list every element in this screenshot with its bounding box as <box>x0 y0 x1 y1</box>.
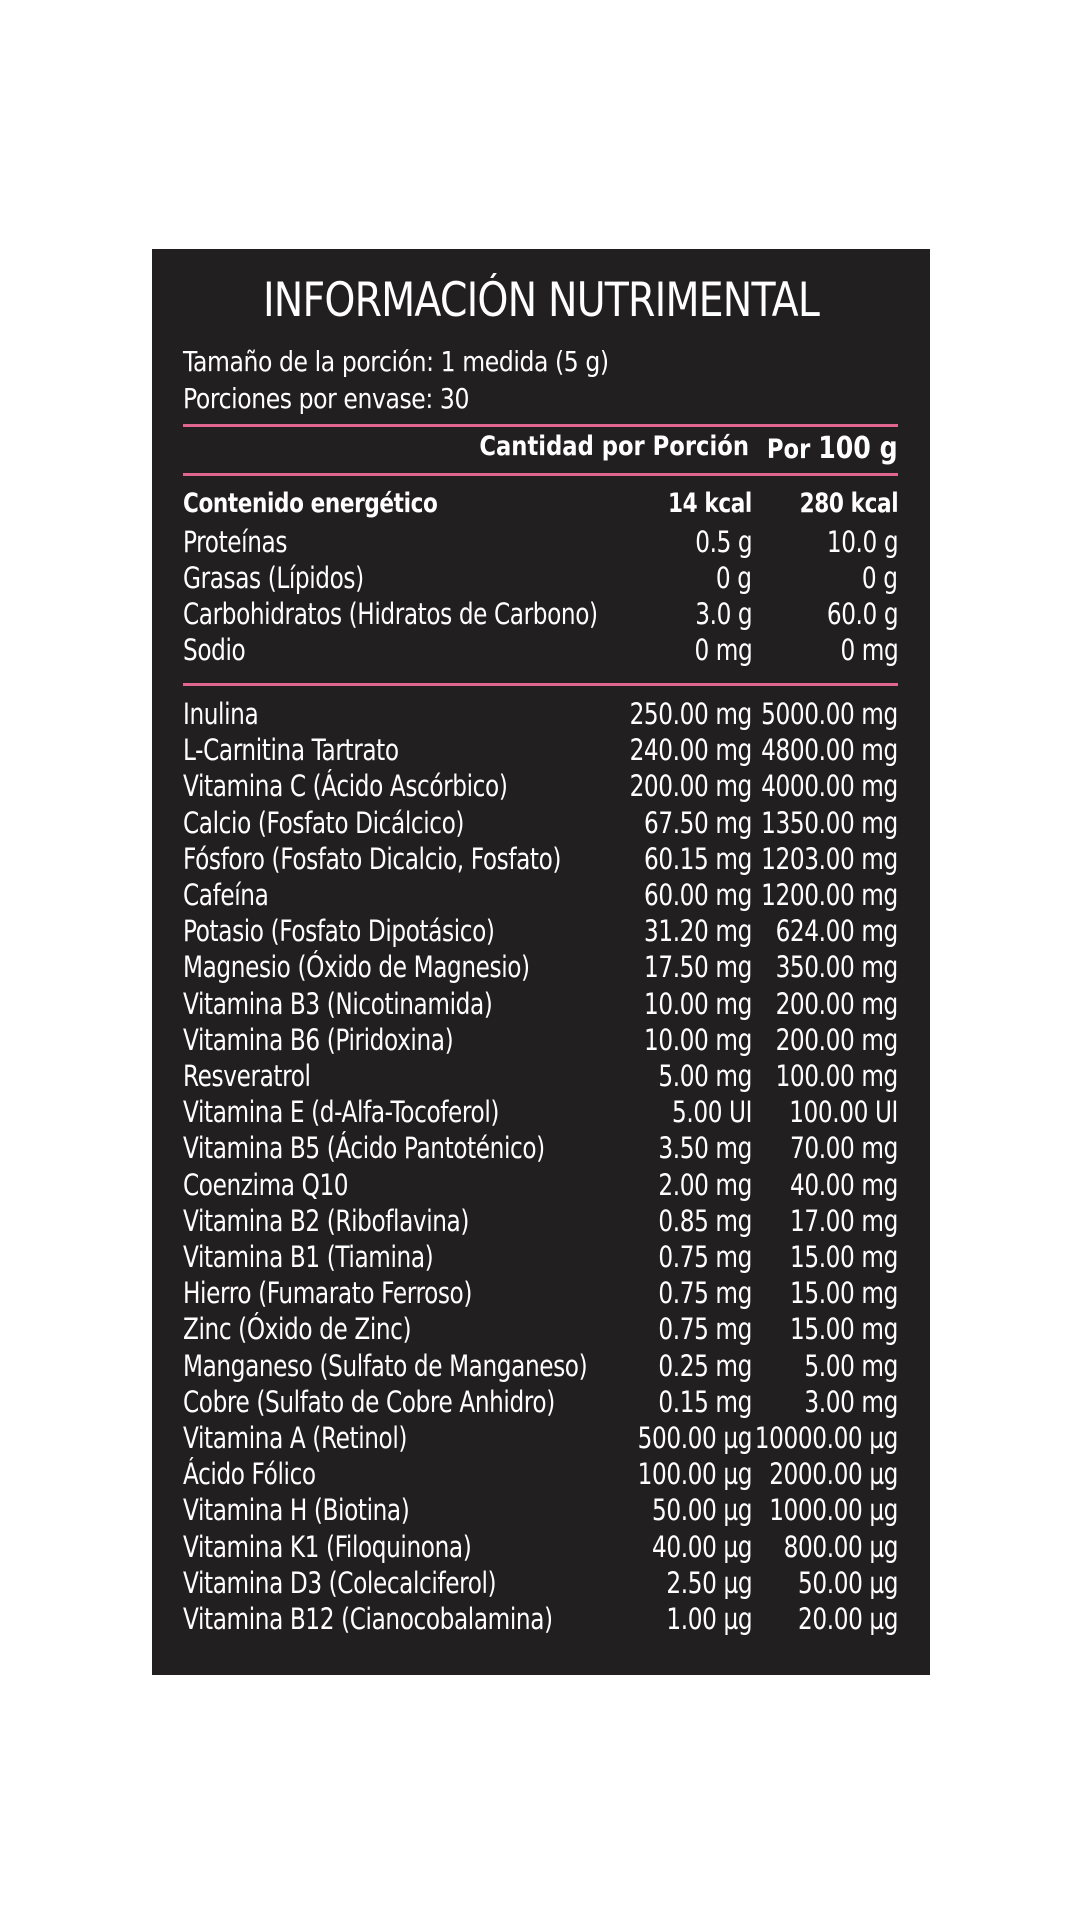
amount-per-portion: 100.00 µg <box>637 1457 752 1492</box>
amount-per-portion: 17.50 mg <box>644 950 752 985</box>
table-row <box>152 1601 930 1637</box>
nutrient-name: L-Carnitina Tartrato <box>183 733 399 768</box>
amount-per-100g: 1200.00 mg <box>761 878 898 912</box>
table-row <box>152 1203 930 1239</box>
nutrient-name: Inulina <box>183 697 259 731</box>
amount-per-portion: 0.75 mg <box>658 1276 752 1311</box>
nutrient-name: Fósforo (Fosfato Dicalcio, Fosfato) <box>183 841 562 876</box>
nutrient-name: Ácido Fólico <box>183 1457 316 1492</box>
amount-per-100g: 0 mg <box>840 633 898 667</box>
table-row <box>152 1130 930 1166</box>
amount-per-100g: 60.0 g <box>826 597 898 631</box>
energy-label: Contenido energético <box>183 488 438 519</box>
amount-per-100g: 5000.00 mg <box>761 697 898 731</box>
amount-per-100g: 1350.00 mg <box>761 805 898 840</box>
nutrient-name: Vitamina B6 (Piridoxina) <box>183 1022 454 1057</box>
table-row <box>152 1022 930 1058</box>
amount-per-portion: 500.00 µg <box>637 1421 752 1455</box>
nutrient-name: Vitamina D3 (Colecalciferol) <box>183 1565 497 1600</box>
table-row <box>152 986 930 1022</box>
nutrient-name: Cobre (Sulfato de Cobre Anhidro) <box>183 1384 555 1419</box>
amount-per-100g: 10.0 g <box>826 525 898 559</box>
table-row <box>152 596 930 632</box>
serving-size: Tamaño de la porción: 1 medida (5 g) <box>183 345 609 378</box>
table-row <box>152 1384 930 1420</box>
amount-per-100g: 100.00 mg <box>775 1059 898 1093</box>
amount-per-100g: 40.00 mg <box>790 1167 898 1202</box>
table-row <box>152 949 930 985</box>
amount-per-100g: 200.00 mg <box>775 1022 898 1057</box>
amount-per-portion: 5.00 mg <box>658 1059 752 1093</box>
nutrient-name: Vitamina B3 (Nicotinamida) <box>183 986 493 1021</box>
amount-per-portion: 5.00 UI <box>671 1095 752 1130</box>
table-row <box>152 805 930 841</box>
amount-per-100g: 15.00 mg <box>790 1276 898 1311</box>
nutrition-facts-panel <box>152 249 930 1675</box>
table-row <box>152 1167 930 1203</box>
table-row <box>152 696 930 732</box>
table-row <box>152 913 930 949</box>
amount-per-portion: 2.50 µg <box>666 1565 752 1600</box>
amount-per-portion: 40.00 µg <box>651 1529 752 1564</box>
amount-per-portion: 10.00 mg <box>644 986 752 1021</box>
energy-per-100g: 280 kcal <box>799 488 898 519</box>
nutrient-name: Vitamina H (Biotina) <box>183 1493 410 1528</box>
nutrient-name: Calcio (Fosfato Dicálcico) <box>183 805 465 840</box>
nutrient-name: Vitamina B2 (Riboflavina) <box>183 1203 470 1238</box>
column-header-per-100g-prefix: Por <box>767 434 819 465</box>
table-row <box>152 1529 930 1565</box>
amount-per-100g: 3.00 mg <box>804 1384 898 1419</box>
nutrient-name: Vitamina K1 (Filoquinona) <box>183 1529 472 1564</box>
amount-per-100g: 1000.00 µg <box>769 1493 898 1528</box>
amount-per-100g: 50.00 µg <box>797 1565 898 1600</box>
energy-row <box>152 486 930 522</box>
nutrient-name: Vitamina B5 (Ácido Pantoténico) <box>183 1131 545 1166</box>
column-header-per-portion: Cantidad por Porción <box>479 431 749 462</box>
amount-per-portion: 50.00 µg <box>651 1493 752 1528</box>
amount-per-portion: 60.00 mg <box>644 878 752 912</box>
amount-per-portion: 0.25 mg <box>658 1348 752 1383</box>
table-row <box>152 1094 930 1130</box>
amount-per-100g: 350.00 mg <box>775 950 898 985</box>
table-row <box>152 1311 930 1347</box>
amount-per-100g: 15.00 mg <box>790 1312 898 1347</box>
nutrient-name: Zinc (Óxido de Zinc) <box>183 1312 412 1347</box>
table-row <box>152 1239 930 1275</box>
divider-rule <box>183 683 898 686</box>
amount-per-100g: 4000.00 mg <box>761 769 898 804</box>
amount-per-portion: 3.50 mg <box>658 1131 752 1166</box>
nutrient-name: Manganeso (Sulfato de Manganeso) <box>183 1348 588 1383</box>
table-row <box>152 1492 930 1528</box>
amount-per-100g: 15.00 mg <box>790 1240 898 1274</box>
nutrient-name: Coenzima Q10 <box>183 1167 349 1202</box>
amount-per-portion: 0.85 mg <box>658 1203 752 1238</box>
nutrient-name: Resveratrol <box>183 1059 311 1093</box>
energy-per-portion: 14 kcal <box>668 488 752 519</box>
table-row <box>152 841 930 877</box>
amount-per-portion: 0.5 g <box>695 525 752 559</box>
nutrient-name: Carbohidratos (Hidratos de Carbono) <box>183 597 598 631</box>
table-row <box>152 1275 930 1311</box>
nutrient-name: Vitamina C (Ácido Ascórbico) <box>183 769 508 804</box>
amount-per-portion: 67.50 mg <box>644 805 752 840</box>
amount-per-portion: 0 mg <box>694 633 752 667</box>
nutrient-name: Potasio (Fosfato Dipotásico) <box>183 914 495 949</box>
nutrient-name: Vitamina E (d-Alfa-Tocoferol) <box>183 1095 500 1130</box>
amount-per-100g: 200.00 mg <box>775 986 898 1021</box>
column-header-per-100g-value: 100 g <box>818 431 898 466</box>
amount-per-100g: 1203.00 mg <box>761 841 898 876</box>
amount-per-portion: 60.15 mg <box>644 841 752 876</box>
amount-per-portion: 200.00 mg <box>629 769 752 804</box>
column-header-per-100g <box>767 431 898 466</box>
nutrient-name: Vitamina A (Retinol) <box>183 1421 408 1455</box>
divider-rule <box>183 473 898 476</box>
nutrient-name: Sodio <box>183 633 246 667</box>
amount-per-portion: 0.75 mg <box>658 1312 752 1347</box>
table-row <box>152 1565 930 1601</box>
amount-per-portion: 3.0 g <box>695 597 752 631</box>
table-row <box>152 1456 930 1492</box>
amount-per-portion: 240.00 mg <box>629 733 752 768</box>
amount-per-100g: 10000.00 µg <box>754 1421 898 1455</box>
nutrient-name: Vitamina B1 (Tiamina) <box>183 1240 434 1274</box>
amount-per-portion: 10.00 mg <box>644 1022 752 1057</box>
servings-per-container: Porciones por envase: 30 <box>183 382 470 415</box>
table-row <box>152 732 930 768</box>
table-row <box>152 524 930 560</box>
amount-per-portion: 1.00 µg <box>666 1602 752 1636</box>
nutrient-name: Cafeína <box>183 878 269 912</box>
table-row <box>152 1058 930 1094</box>
nutrient-name: Magnesio (Óxido de Magnesio) <box>183 950 530 985</box>
table-row <box>152 877 930 913</box>
nutrient-name: Proteínas <box>183 525 288 559</box>
amount-per-100g: 2000.00 µg <box>769 1457 898 1492</box>
amount-per-portion: 0.75 mg <box>658 1240 752 1274</box>
amount-per-100g: 4800.00 mg <box>761 733 898 768</box>
amount-per-portion: 0.15 mg <box>658 1384 752 1419</box>
divider-rule <box>183 424 898 427</box>
table-row <box>152 560 930 596</box>
amount-per-100g: 17.00 mg <box>790 1203 898 1238</box>
amount-per-100g: 624.00 mg <box>775 914 898 949</box>
table-row <box>152 768 930 804</box>
table-row <box>152 1348 930 1384</box>
amount-per-100g: 20.00 µg <box>797 1602 898 1636</box>
amount-per-portion: 250.00 mg <box>629 697 752 731</box>
amount-per-portion: 31.20 mg <box>644 914 752 949</box>
table-row <box>152 632 930 668</box>
amount-per-100g: 0 g <box>862 561 898 595</box>
nutrient-name: Hierro (Fumarato Ferroso) <box>183 1276 472 1311</box>
table-row <box>152 1420 930 1456</box>
amount-per-portion: 0 g <box>716 561 752 595</box>
amount-per-100g: 100.00 UI <box>789 1095 898 1130</box>
amount-per-100g: 800.00 µg <box>783 1529 898 1564</box>
nutrient-name: Grasas (Lípidos) <box>183 561 364 595</box>
amount-per-portion: 2.00 mg <box>658 1167 752 1202</box>
amount-per-100g: 5.00 mg <box>804 1348 898 1383</box>
nutrient-name: Vitamina B12 (Cianocobalamina) <box>183 1602 553 1636</box>
panel-title: INFORMACIÓN NUTRIMENTAL <box>262 273 820 328</box>
amount-per-100g: 70.00 mg <box>790 1131 898 1166</box>
